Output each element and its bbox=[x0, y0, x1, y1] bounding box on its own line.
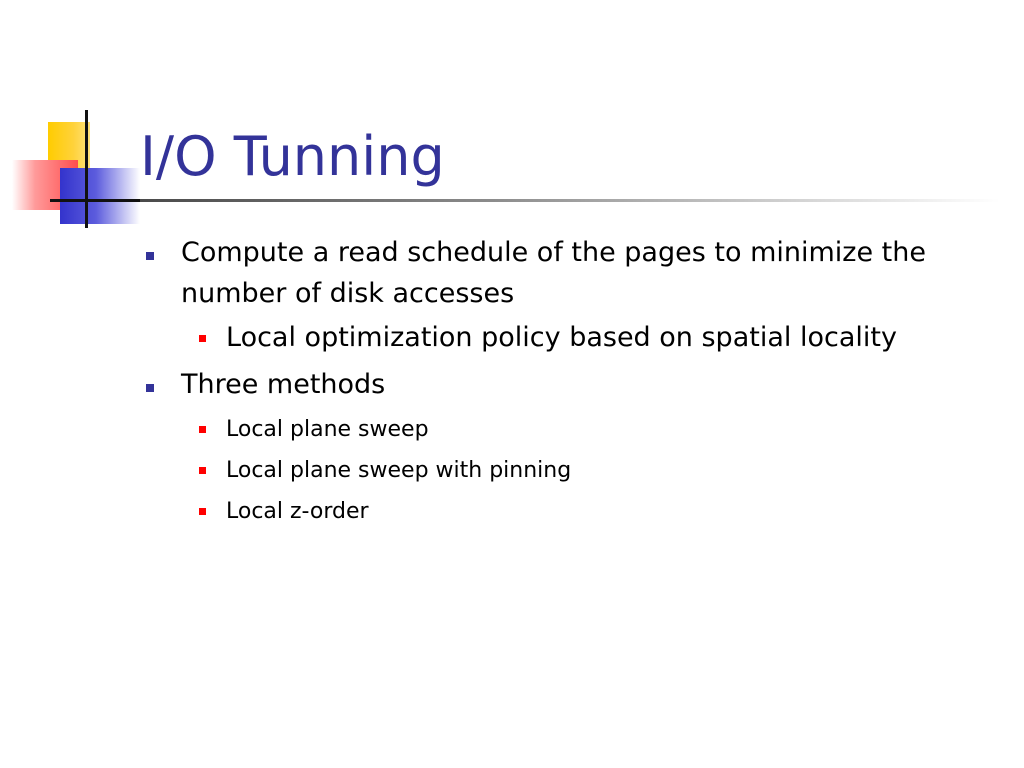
sub-bullet-text: Local plane sweep with pinning bbox=[226, 458, 572, 483]
bullet-text: Compute a read schedule of the pages to minimize the number of disk accesses bbox=[181, 237, 926, 309]
logo-blue-square bbox=[60, 168, 140, 224]
bullet-text: Three methods bbox=[181, 369, 386, 400]
logo-horizontal-line bbox=[50, 199, 142, 202]
logo-vertical-line bbox=[85, 110, 88, 228]
bullet-list bbox=[140, 232, 1000, 532]
sub-bullet-text: Local z-order bbox=[226, 499, 369, 524]
square-bullet-icon bbox=[199, 467, 206, 474]
sub-bullet-text: Local plane sweep bbox=[226, 417, 429, 442]
slide-title: I/O Tunning bbox=[140, 125, 445, 188]
sub-bullet-list bbox=[181, 409, 1000, 532]
sub-bullet-list bbox=[181, 318, 1000, 358]
square-bullet-icon bbox=[199, 508, 206, 515]
sub-bullet-item bbox=[181, 491, 1000, 532]
square-bullet-icon bbox=[199, 426, 206, 433]
title-divider bbox=[140, 199, 1000, 202]
bullet-item bbox=[140, 232, 1000, 358]
slide-content bbox=[140, 232, 1000, 538]
sub-bullet-item bbox=[181, 450, 1000, 491]
square-bullet-icon bbox=[199, 335, 206, 342]
sub-bullet-item bbox=[181, 318, 1000, 358]
bullet-item bbox=[140, 364, 1000, 532]
sub-bullet-item bbox=[181, 409, 1000, 450]
square-bullet-icon bbox=[146, 384, 154, 392]
square-bullet-icon bbox=[146, 252, 154, 260]
decorative-squares-logo-icon bbox=[0, 0, 150, 240]
sub-bullet-text: Local optimization policy based on spatial locality bbox=[226, 322, 897, 353]
